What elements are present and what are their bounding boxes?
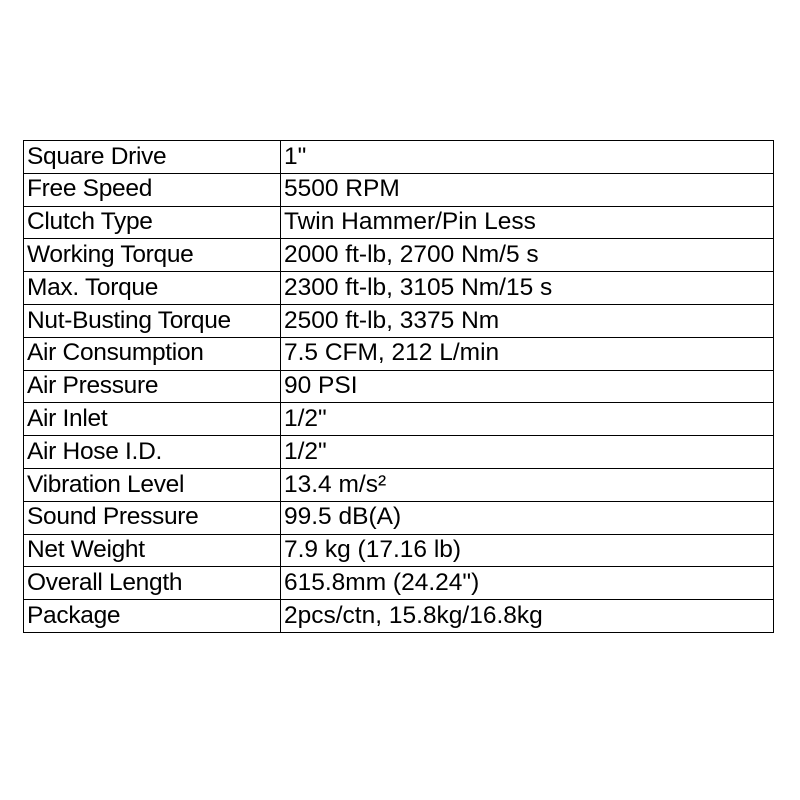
spec-value: 1/2" (281, 403, 774, 436)
spec-value: 90 PSI (281, 370, 774, 403)
spec-value: 1" (281, 141, 774, 174)
spec-table (23, 140, 774, 633)
spec-label: Working Torque (24, 239, 281, 272)
spec-value: 7.5 CFM, 212 L/min (281, 337, 774, 370)
spec-value: Twin Hammer/Pin Less (281, 206, 774, 239)
spec-label: Air Consumption (24, 337, 281, 370)
table-row (24, 468, 774, 501)
spec-value: 615.8mm (24.24") (281, 567, 774, 600)
spec-label: Package (24, 600, 281, 633)
spec-label: Overall Length (24, 567, 281, 600)
table-row (24, 337, 774, 370)
table-row (24, 600, 774, 633)
table-row (24, 141, 774, 174)
table-row (24, 403, 774, 436)
spec-label: Free Speed (24, 173, 281, 206)
spec-value: 2500 ft-lb, 3375 Nm (281, 304, 774, 337)
spec-label: Net Weight (24, 534, 281, 567)
table-row (24, 567, 774, 600)
spec-label: Max. Torque (24, 272, 281, 305)
spec-value: 7.9 kg (17.16 lb) (281, 534, 774, 567)
table-row (24, 534, 774, 567)
spec-table-body (24, 141, 774, 633)
spec-value: 99.5 dB(A) (281, 501, 774, 534)
table-row (24, 501, 774, 534)
table-row (24, 436, 774, 469)
spec-label: Clutch Type (24, 206, 281, 239)
spec-value: 2pcs/ctn, 15.8kg/16.8kg (281, 600, 774, 633)
spec-value: 13.4 m/s² (281, 468, 774, 501)
spec-label: Air Hose I.D. (24, 436, 281, 469)
spec-label: Air Inlet (24, 403, 281, 436)
spec-value: 5500 RPM (281, 173, 774, 206)
table-row (24, 370, 774, 403)
spec-label: Vibration Level (24, 468, 281, 501)
table-row (24, 239, 774, 272)
spec-label: Nut-Busting Torque (24, 304, 281, 337)
spec-value: 1/2" (281, 436, 774, 469)
spec-value: 2000 ft-lb, 2700 Nm/5 s (281, 239, 774, 272)
table-row (24, 272, 774, 305)
table-row (24, 173, 774, 206)
spec-label: Air Pressure (24, 370, 281, 403)
table-row (24, 304, 774, 337)
table-row (24, 206, 774, 239)
spec-label: Sound Pressure (24, 501, 281, 534)
spec-value: 2300 ft-lb, 3105 Nm/15 s (281, 272, 774, 305)
spec-label: Square Drive (24, 141, 281, 174)
